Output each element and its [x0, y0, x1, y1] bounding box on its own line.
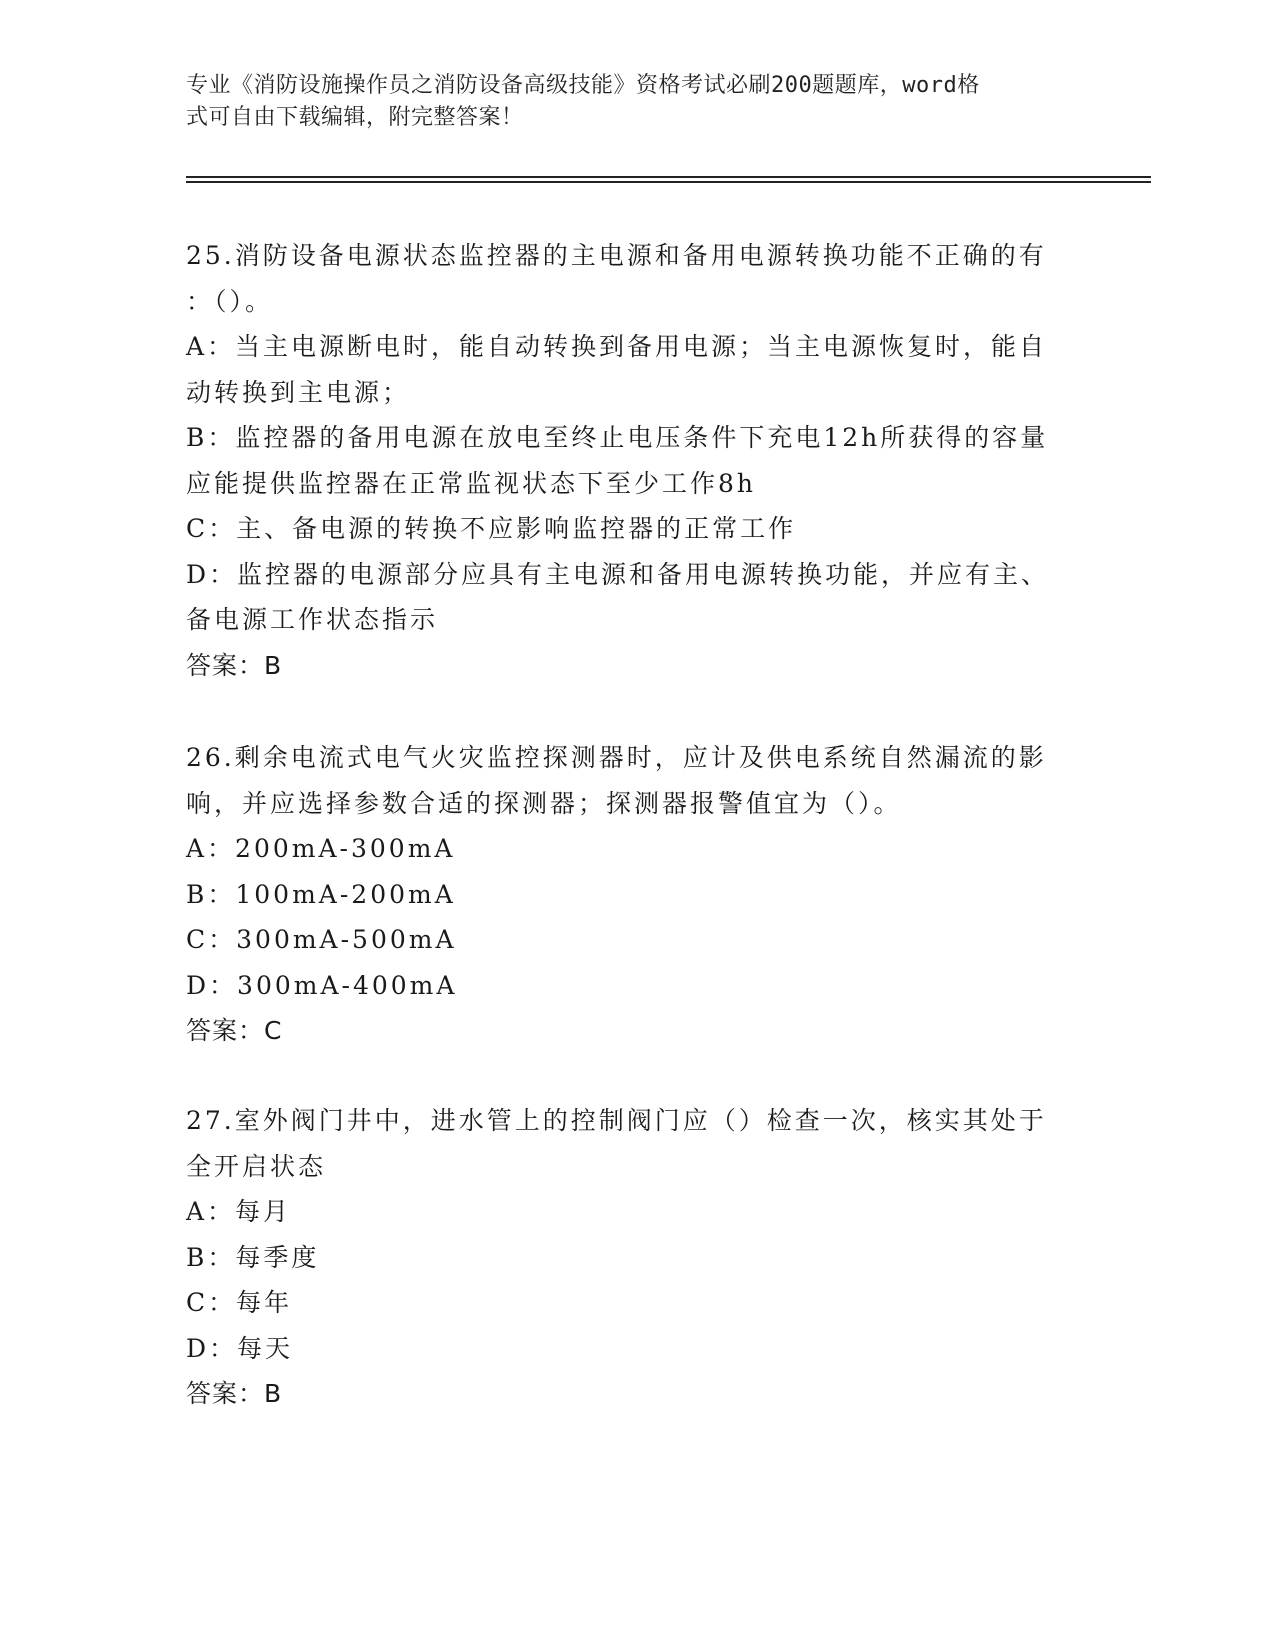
answer-label: 答案：C	[186, 1016, 283, 1045]
question-26	[186, 735, 1076, 1054]
header-divider-top	[186, 176, 1151, 178]
document-header	[186, 70, 1066, 134]
header-divider-bottom	[186, 181, 1151, 183]
option-a-line: A：当主电源断电时，能自动转换到备用电源；当主电源恢复时，能自	[186, 332, 1048, 361]
question-27	[186, 1098, 1076, 1417]
question-stem-line: 响，并应选择参数合适的探测器；探测器报警值宜为（）。	[186, 788, 902, 818]
option-c-line: C：300mA-500mA	[186, 925, 457, 954]
answer-label: 答案：B	[186, 650, 283, 680]
header-line-1: 专业《消防设施操作员之消防设备高级技能》资格考试必刷200题题库，word格	[186, 73, 980, 98]
option-b-line: 应能提供监控器在正常监视状态下至少工作8h	[186, 468, 757, 498]
question-25	[186, 233, 1076, 688]
option-a-line: A：每月	[186, 1197, 292, 1226]
option-d-line: D：监控器的电源部分应具有主电源和备用电源转换功能，并应有主、	[186, 559, 1050, 589]
header-line-2: 式可自由下载编辑，附完整答案！	[186, 105, 524, 130]
option-b-line: B：每季度	[186, 1242, 320, 1272]
question-stem-line: 全开启状态	[186, 1151, 327, 1181]
question-stem-line: 27.室外阀门井中，进水管上的控制阀门应（）检查一次，核实其处于	[186, 1106, 1047, 1135]
option-c-line: C：主、备电源的转换不应影响监控器的正常工作	[186, 514, 797, 543]
option-d-line: 备电源工作状态指示	[186, 605, 439, 634]
answer-label: 答案：B	[186, 1379, 283, 1408]
option-a-line: A：200mA-300mA	[186, 834, 456, 863]
option-b-line: B：监控器的备用电源在放电至终止电压条件下充电12h所获得的容量	[186, 423, 1049, 452]
option-b-line: B：100mA-200mA	[186, 879, 456, 909]
option-c-line: C：每年	[186, 1288, 293, 1317]
question-stem-line: 26.剩余电流式电气火灾监控探测器时，应计及供电系统自然漏流的影	[186, 743, 1047, 772]
question-stem-line: ：（）。	[186, 286, 274, 316]
option-d-line: D：每天	[186, 1333, 294, 1363]
option-a-line: 动转换到主电源；	[186, 377, 411, 407]
option-d-line: D：300mA-400mA	[186, 970, 458, 1000]
question-stem-line: 25.消防设备电源状态监控器的主电源和备用电源转换功能不正确的有	[186, 241, 1047, 270]
